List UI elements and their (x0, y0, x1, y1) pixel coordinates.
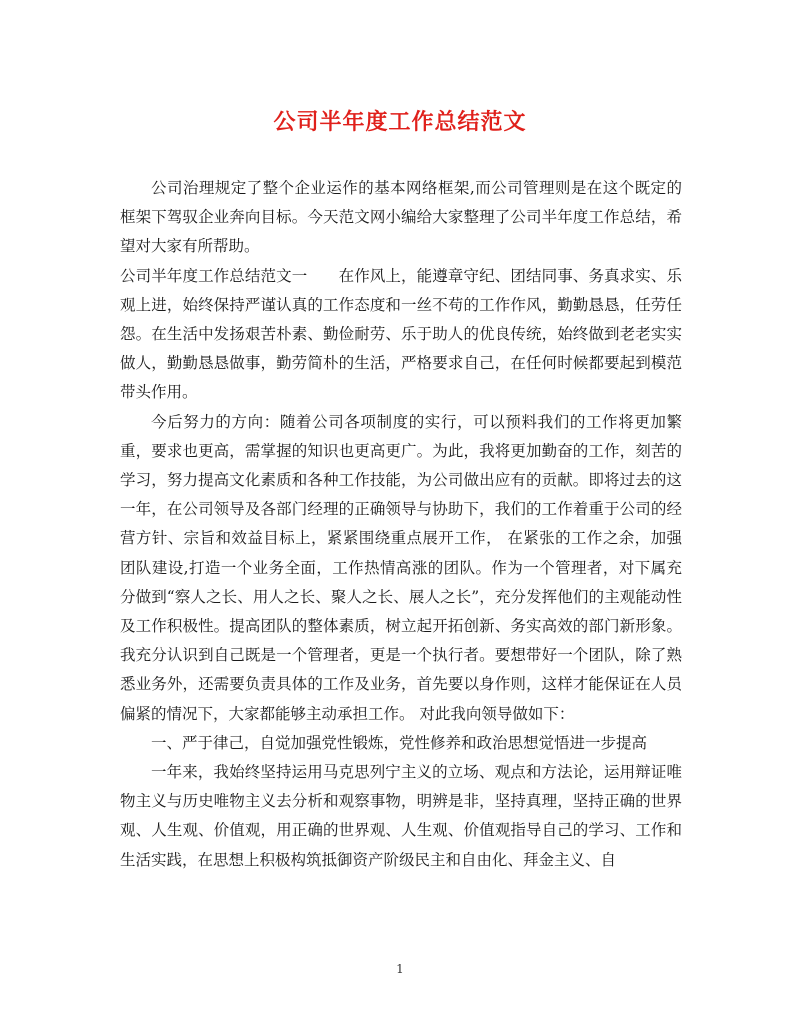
paragraph-intro: 公司治理规定了整个企业运作的基本网络框架,而公司管理则是在这个既定的框架下驾驭企业奔向目标。今天范文网小编给大家整理了公司半年度工作总结，希望对大家有所帮助。 (120, 179, 682, 256)
paragraph-year-review: 一年来，我始终坚持运用马克思列宁主义的立场、观点和方法论，运用辩证唯物主义与历史唯物主义去分析和观察事物，明辨是非，坚持真理，坚持正确的世界观、人生观、价值观，用正确的世界观、人生观、价值观指导自己的学习、工作和生活实践，在思想上积极构筑抵御资产阶级民主和自由化、拜金主义、自 (120, 763, 682, 869)
document-body (120, 174, 682, 875)
paragraph-heading-discipline: 一、严于律己，自觉加强党性锻炼，党性修养和政治思想觉悟进一步提高 (151, 733, 648, 752)
document-title: 公司半年度工作总结范文 (273, 109, 527, 135)
page-number: 1 (396, 962, 404, 976)
paragraph-future-direction: 今后努力的方向：随着公司各项制度的实行，可以预料我们的工作将更加繁重，要求也更高，需掌握的知识也更高更广。为此，我将更加勤奋的工作，刻苦的学习，努力提高文化素质和各种工作技能，为公司做出应有的贡献。即将过去的这一年，在公司领导及各部门经理的正确领导与协助下，我们的工作着重于公司的经营方针、宗旨和效益目标上，紧紧围绕重点展开工作， 在紧张的工作之余，加强团队建设,打造一个业务全面，工作热情高涨的团队。作为一个管理者，对下属充分做到“察人之长、用人之长、聚人之长、展人之长”，充分发挥他们的主观能动性及工作积极性。提高团队的整体素质，树立起开拓创新、务实高效的部门新形象。我充分认识到自己既是一个管理者，更是一个执行者。要想带好一个团队，除了熟悉业务外，还需要负责具体的工作及业务，首先要以身作则，这样才能保证在人员偏紧的情况下，大家都能够主动承担工作。 对此我向领导做如下： (120, 412, 682, 723)
paragraph-section-one: 公司半年度工作总结范文一 在作风上，能遵章守纪、团结同事、务真求实、乐观上进，始终保持严谨认真的工作态度和一丝不苟的工作作风，勤勤恳恳，任劳任怨。在生活中发扬艰苦朴素、勤俭耐劳、乐于助人的优良传统，始终做到老老实实做人，勤勤恳恳做事，勤劳简朴的生活，严格要求自己，在任何时候都要起到模范带头作用。 (120, 266, 682, 402)
